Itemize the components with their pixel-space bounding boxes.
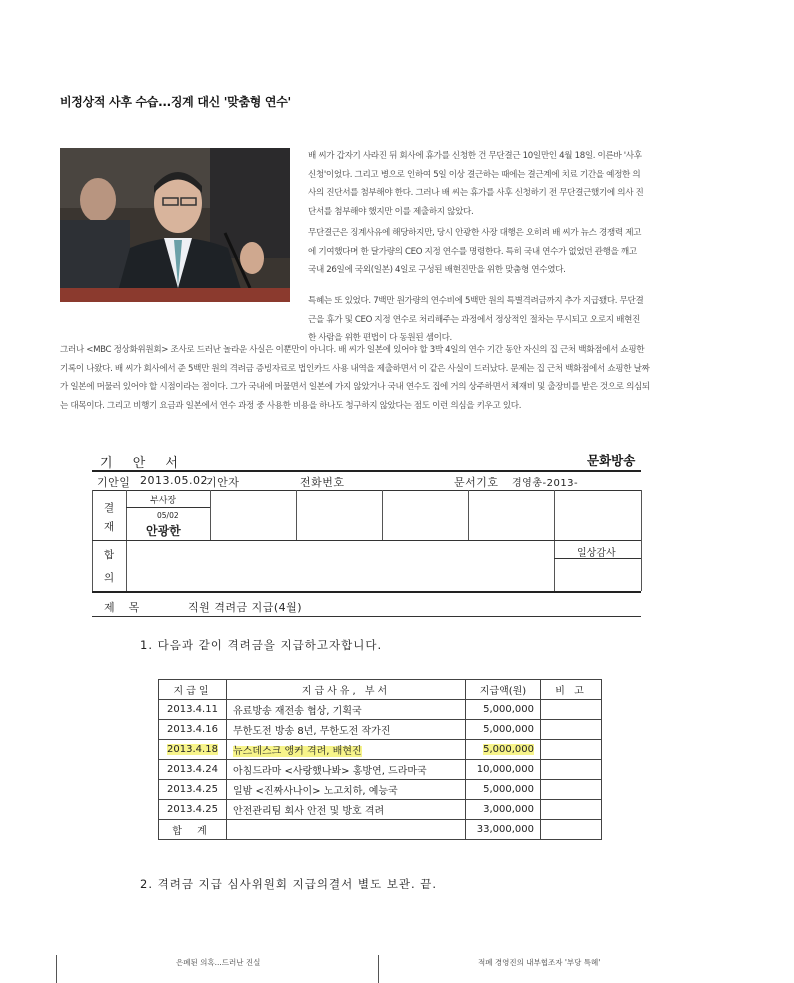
form-top-rule [92, 470, 641, 472]
row-reason: 유료방송 재전송 협상, 기획국 [227, 700, 466, 720]
approval-label-1: 결 [104, 502, 115, 514]
footer-left-text: 은폐된 의혹...드러난 진실 [176, 958, 261, 967]
table-row [159, 700, 602, 720]
highlight-name: 배현진 [332, 746, 362, 757]
row-reason: 아침드라마 <사랑했나봐> 홍방연, 드라마국 [227, 760, 466, 780]
row-amount: 5,000,000 [466, 700, 541, 720]
paragraph-3-text: 특혜는 또 있었다. 7백만 원가량의 연수비에 5백만 원의 특별격려금까지 추가 지급됐다. 무단결근을 휴가 및 CEO 지정 연수로 처리해주는 과정에서 정상적인 절차는 무시되고 오로지 배현진 한 사람을 위한 편법이 다 동원된 셈이다. [308, 296, 644, 343]
footer-divider-mid [378, 955, 379, 983]
table-row [159, 800, 602, 820]
drafter-label: 기안자 [206, 476, 240, 489]
header-note: 비 고 [541, 680, 602, 700]
article-headline: 비정상적 사후 수습...징계 대신 '맞춤형 연수' [60, 95, 291, 109]
form-title: 기 안 서 [100, 456, 186, 471]
grid-v2 [210, 490, 211, 540]
approval-label-2: 재 [104, 521, 115, 533]
vice-president-label: 부사장 [150, 496, 177, 506]
row-reason: 일밤 <진짜사나이> 노고치하, 예능국 [227, 780, 466, 800]
payment-table [158, 679, 602, 840]
doc-no-label: 문서기호 [454, 476, 499, 489]
total-empty [227, 820, 466, 840]
form-item-2: 2. 격려금 지급 심사위원회 지급의결서 별도 보관. 끝. [140, 877, 438, 891]
highlight-date: 2013.4.18 [167, 744, 218, 755]
company-name: 문화방송 [587, 453, 636, 468]
table-row [159, 760, 602, 780]
row-date: 2013.4.25 [159, 800, 227, 820]
row-reason [227, 740, 466, 760]
row-amount: 3,000,000 [466, 800, 541, 820]
row-amount: 5,000,000 [466, 780, 541, 800]
total-amount: 33,000,000 [466, 820, 541, 840]
grid-sub-rule [126, 507, 210, 508]
grid-right [641, 490, 642, 591]
header-reason: 지급사유, 부서 [227, 680, 466, 700]
paragraph-3 [308, 292, 646, 343]
approval-date: 05/02 [157, 511, 179, 520]
audit-label: 일상감사 [577, 548, 616, 559]
row-note [541, 780, 602, 800]
subject-value: 직원 격려금 지급(4월) [188, 601, 303, 614]
draft-date-label: 기안일 [97, 476, 131, 489]
form-rule-2 [92, 490, 641, 491]
row-date: 2013.4.16 [159, 720, 227, 740]
header-date: 지급일 [159, 680, 227, 700]
draft-date: 2013.05.02. [140, 474, 212, 487]
row-note [541, 740, 602, 760]
row-date: 2013.4.25 [159, 780, 227, 800]
row-date: 2013.4.11 [159, 700, 227, 720]
highlight-reason: 뉴스데스크 앵커 격려, [233, 746, 333, 757]
header-amount: 지급액(원) [466, 680, 541, 700]
highlight-amount: 5,000,000 [483, 744, 534, 755]
row-note [541, 800, 602, 820]
grid-v3 [296, 490, 297, 540]
row-note [541, 700, 602, 720]
table-row [159, 780, 602, 800]
article-photo [60, 148, 290, 302]
table-header-row [159, 680, 602, 700]
table-row [159, 720, 602, 740]
row-amount [466, 740, 541, 760]
subject-label: 제 목 [104, 601, 140, 614]
form-item-1: 1. 다음과 같이 격려금을 지급하고자합니다. [140, 638, 383, 652]
table-row-highlighted [159, 740, 602, 760]
row-note [541, 760, 602, 780]
total-label: 합 계 [159, 820, 227, 840]
doc-no: 경영총-2013- [512, 478, 579, 489]
grid-rule-4 [92, 591, 641, 593]
row-date: 2013.4.24 [159, 760, 227, 780]
footer-right-text: 적폐 경영진의 내부협조자 '부당 특혜' [478, 958, 601, 967]
approver-name: 안광한 [146, 524, 181, 538]
table-total-row [159, 820, 602, 840]
row-amount: 10,000,000 [466, 760, 541, 780]
paragraph-2: 무단결근은 징계사유에 해당하지만, 당시 안광한 사장 대행은 오히려 배 씨가 뉴스 경쟁력 제고에 기여했다며 한 달가량의 CEO 지정 연수를 명령한다. 특히 국내 연수가 없었던 관행을 깨고 국내 26일에 국외(일본) 4일로 구성된 배현진만을 위한 맞춤형 연수였다. [308, 228, 642, 275]
consult-label-1: 합 [104, 549, 115, 561]
grid-v5 [468, 490, 469, 540]
row-reason: 무한도전 방송 8년, 무한도전 작가진 [227, 720, 466, 740]
paragraph-4: 그러나 <MBC 정상화위원회> 조사로 드러난 놀라운 사실은 이뿐만이 아니다. 배 씨가 일본에 있어야 할 3박 4일의 연수 기간 동안 자신의 집 근처 백화점에서 쇼핑한 기록이 나왔다. 배 씨가 회사에서 준 5백만 원의 격려금 증빙자료로 법인카드 사용 내역을 제출하면서 이 같은 사실이 드러났다. 문제는 집 근처 백화점에서 쇼핑한 날짜가 일본에 머물러 있어야 할 시점이라는 점이다. 그가 국내에 머물면서 일본에 가지 않았거나 국내 연수도 집에 거의 상주하면서 체재비 및 출장비를 받은 것으로 의심되는 대목이다. 그리고 비행기 요금과 일본에서 연수 과정 중 사용한 비용을 하나도 청구하지 않았다는 점도 이런 의심을 키우고 있다. [60, 345, 650, 411]
row-amount: 5,000,000 [466, 720, 541, 740]
grid-v4 [382, 490, 383, 540]
paragraph-1: 배 씨가 갑자기 사라진 뒤 회사에 휴가를 신청한 건 무단결근 10일만인 4월 18일. 이른바 '사후 신청'이었다. 그리고 병으로 인하여 5일 이상 결근하는 때에는 결근계에 치료 기간을 예정한 의사의 진단서를 첨부해야 한다. 그러나 배 씨는 휴가를 사후 신청하기 전 무단결근했기에 의사 진단서를 첨부해야 했지만 이를 제출하지 않았다. [308, 151, 644, 217]
footer-divider-left [56, 955, 57, 983]
consult-label-2: 의 [104, 572, 115, 584]
phone-label: 전화번호 [300, 476, 345, 489]
subject-rule [92, 616, 641, 617]
total-note [541, 820, 602, 840]
grid-rule-3 [92, 540, 641, 541]
row-reason: 안전관리팀 회사 안전 및 방호 격려 [227, 800, 466, 820]
row-note [541, 720, 602, 740]
row-date [159, 740, 227, 760]
